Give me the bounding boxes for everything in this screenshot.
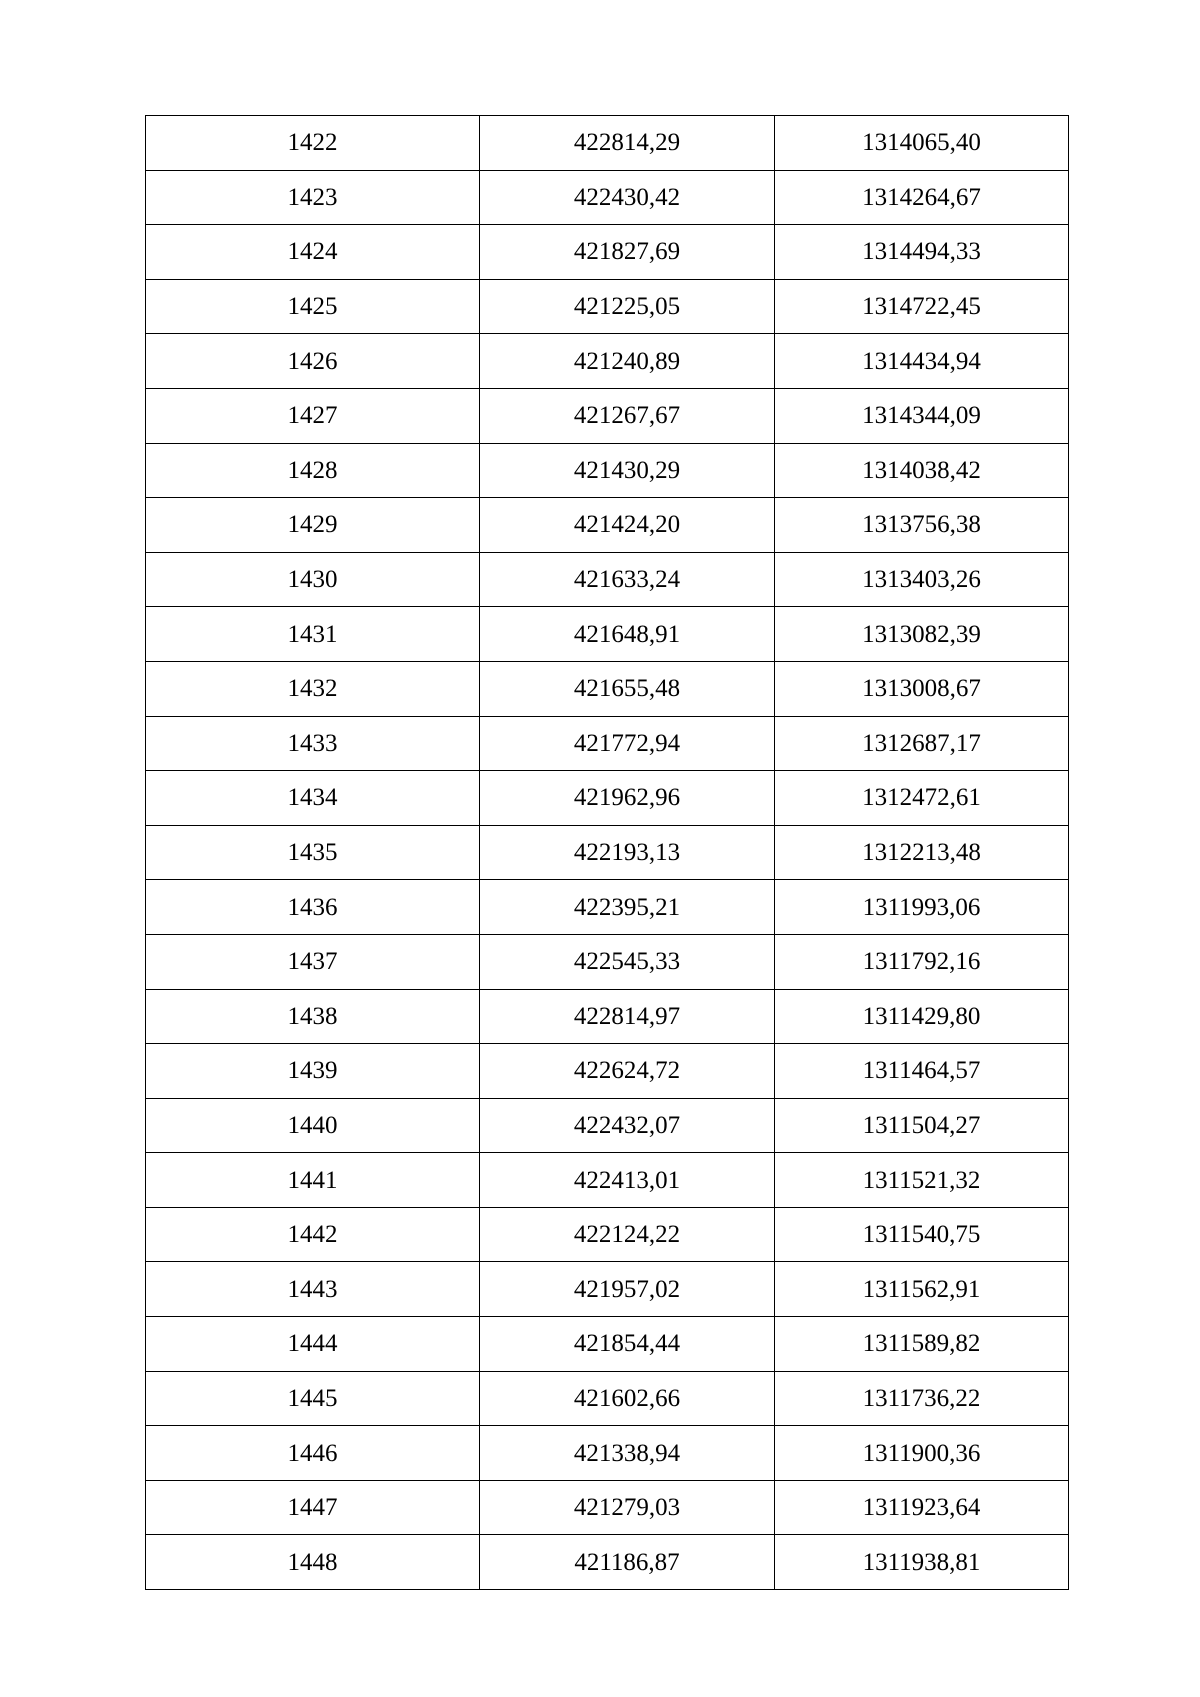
y-coordinate-cell: 1311900,36 bbox=[775, 1426, 1069, 1481]
table-row bbox=[146, 771, 1069, 826]
table-row bbox=[146, 498, 1069, 553]
y-coordinate-cell: 1311923,64 bbox=[775, 1480, 1069, 1535]
x-coordinate-cell: 421424,20 bbox=[480, 498, 775, 553]
y-coordinate-cell: 1311429,80 bbox=[775, 989, 1069, 1044]
y-coordinate-cell: 1312687,17 bbox=[775, 716, 1069, 771]
y-coordinate-cell: 1311464,57 bbox=[775, 1044, 1069, 1099]
x-coordinate-cell: 421633,24 bbox=[480, 552, 775, 607]
point-number-cell: 1429 bbox=[146, 498, 480, 553]
point-number-cell: 1422 bbox=[146, 116, 480, 171]
table-row bbox=[146, 225, 1069, 280]
x-coordinate-cell: 422395,21 bbox=[480, 880, 775, 935]
x-coordinate-cell: 422124,22 bbox=[480, 1207, 775, 1262]
y-coordinate-cell: 1314065,40 bbox=[775, 116, 1069, 171]
point-number-cell: 1443 bbox=[146, 1262, 480, 1317]
y-coordinate-cell: 1311540,75 bbox=[775, 1207, 1069, 1262]
y-coordinate-cell: 1311792,16 bbox=[775, 934, 1069, 989]
coordinates-table bbox=[145, 115, 1069, 1590]
point-number-cell: 1434 bbox=[146, 771, 480, 826]
table-row bbox=[146, 1317, 1069, 1372]
table-row bbox=[146, 170, 1069, 225]
point-number-cell: 1430 bbox=[146, 552, 480, 607]
x-coordinate-cell: 421655,48 bbox=[480, 661, 775, 716]
table-row bbox=[146, 1371, 1069, 1426]
y-coordinate-cell: 1311589,82 bbox=[775, 1317, 1069, 1372]
table-row bbox=[146, 1426, 1069, 1481]
y-coordinate-cell: 1311938,81 bbox=[775, 1535, 1069, 1590]
point-number-cell: 1446 bbox=[146, 1426, 480, 1481]
y-coordinate-cell: 1313403,26 bbox=[775, 552, 1069, 607]
y-coordinate-cell: 1313008,67 bbox=[775, 661, 1069, 716]
point-number-cell: 1435 bbox=[146, 825, 480, 880]
table-row bbox=[146, 934, 1069, 989]
coordinates-table-body bbox=[146, 116, 1069, 1590]
point-number-cell: 1428 bbox=[146, 443, 480, 498]
table-row bbox=[146, 1262, 1069, 1317]
table-row bbox=[146, 661, 1069, 716]
table-row bbox=[146, 989, 1069, 1044]
point-number-cell: 1436 bbox=[146, 880, 480, 935]
y-coordinate-cell: 1312213,48 bbox=[775, 825, 1069, 880]
x-coordinate-cell: 422814,29 bbox=[480, 116, 775, 171]
x-coordinate-cell: 421827,69 bbox=[480, 225, 775, 280]
point-number-cell: 1438 bbox=[146, 989, 480, 1044]
table-row bbox=[146, 279, 1069, 334]
x-coordinate-cell: 422814,97 bbox=[480, 989, 775, 1044]
y-coordinate-cell: 1314344,09 bbox=[775, 388, 1069, 443]
point-number-cell: 1440 bbox=[146, 1098, 480, 1153]
table-row bbox=[146, 1153, 1069, 1208]
x-coordinate-cell: 422624,72 bbox=[480, 1044, 775, 1099]
table-row bbox=[146, 825, 1069, 880]
x-coordinate-cell: 422193,13 bbox=[480, 825, 775, 880]
x-coordinate-cell: 421648,91 bbox=[480, 607, 775, 662]
point-number-cell: 1433 bbox=[146, 716, 480, 771]
y-coordinate-cell: 1311562,91 bbox=[775, 1262, 1069, 1317]
x-coordinate-cell: 421225,05 bbox=[480, 279, 775, 334]
x-coordinate-cell: 421186,87 bbox=[480, 1535, 775, 1590]
table-row bbox=[146, 1207, 1069, 1262]
table-row bbox=[146, 116, 1069, 171]
table-row bbox=[146, 1098, 1069, 1153]
table-row bbox=[146, 880, 1069, 935]
x-coordinate-cell: 421430,29 bbox=[480, 443, 775, 498]
x-coordinate-cell: 421602,66 bbox=[480, 1371, 775, 1426]
point-number-cell: 1442 bbox=[146, 1207, 480, 1262]
table-row bbox=[146, 443, 1069, 498]
y-coordinate-cell: 1313082,39 bbox=[775, 607, 1069, 662]
point-number-cell: 1424 bbox=[146, 225, 480, 280]
y-coordinate-cell: 1311521,32 bbox=[775, 1153, 1069, 1208]
x-coordinate-cell: 421854,44 bbox=[480, 1317, 775, 1372]
x-coordinate-cell: 421962,96 bbox=[480, 771, 775, 826]
point-number-cell: 1426 bbox=[146, 334, 480, 389]
point-number-cell: 1427 bbox=[146, 388, 480, 443]
point-number-cell: 1445 bbox=[146, 1371, 480, 1426]
y-coordinate-cell: 1313756,38 bbox=[775, 498, 1069, 553]
y-coordinate-cell: 1314494,33 bbox=[775, 225, 1069, 280]
y-coordinate-cell: 1314722,45 bbox=[775, 279, 1069, 334]
x-coordinate-cell: 421267,67 bbox=[480, 388, 775, 443]
y-coordinate-cell: 1312472,61 bbox=[775, 771, 1069, 826]
table-row bbox=[146, 607, 1069, 662]
point-number-cell: 1423 bbox=[146, 170, 480, 225]
x-coordinate-cell: 422413,01 bbox=[480, 1153, 775, 1208]
point-number-cell: 1431 bbox=[146, 607, 480, 662]
point-number-cell: 1425 bbox=[146, 279, 480, 334]
x-coordinate-cell: 421772,94 bbox=[480, 716, 775, 771]
y-coordinate-cell: 1314264,67 bbox=[775, 170, 1069, 225]
point-number-cell: 1447 bbox=[146, 1480, 480, 1535]
x-coordinate-cell: 421279,03 bbox=[480, 1480, 775, 1535]
point-number-cell: 1432 bbox=[146, 661, 480, 716]
point-number-cell: 1444 bbox=[146, 1317, 480, 1372]
table-row bbox=[146, 1044, 1069, 1099]
point-number-cell: 1441 bbox=[146, 1153, 480, 1208]
point-number-cell: 1439 bbox=[146, 1044, 480, 1099]
table-row bbox=[146, 716, 1069, 771]
y-coordinate-cell: 1311993,06 bbox=[775, 880, 1069, 935]
table-row bbox=[146, 1480, 1069, 1535]
table-row bbox=[146, 552, 1069, 607]
point-number-cell: 1448 bbox=[146, 1535, 480, 1590]
x-coordinate-cell: 421240,89 bbox=[480, 334, 775, 389]
x-coordinate-cell: 422430,42 bbox=[480, 170, 775, 225]
y-coordinate-cell: 1311504,27 bbox=[775, 1098, 1069, 1153]
table-row bbox=[146, 334, 1069, 389]
table-row bbox=[146, 388, 1069, 443]
y-coordinate-cell: 1314434,94 bbox=[775, 334, 1069, 389]
x-coordinate-cell: 421957,02 bbox=[480, 1262, 775, 1317]
x-coordinate-cell: 421338,94 bbox=[480, 1426, 775, 1481]
x-coordinate-cell: 422545,33 bbox=[480, 934, 775, 989]
y-coordinate-cell: 1314038,42 bbox=[775, 443, 1069, 498]
table-row bbox=[146, 1535, 1069, 1590]
x-coordinate-cell: 422432,07 bbox=[480, 1098, 775, 1153]
point-number-cell: 1437 bbox=[146, 934, 480, 989]
y-coordinate-cell: 1311736,22 bbox=[775, 1371, 1069, 1426]
